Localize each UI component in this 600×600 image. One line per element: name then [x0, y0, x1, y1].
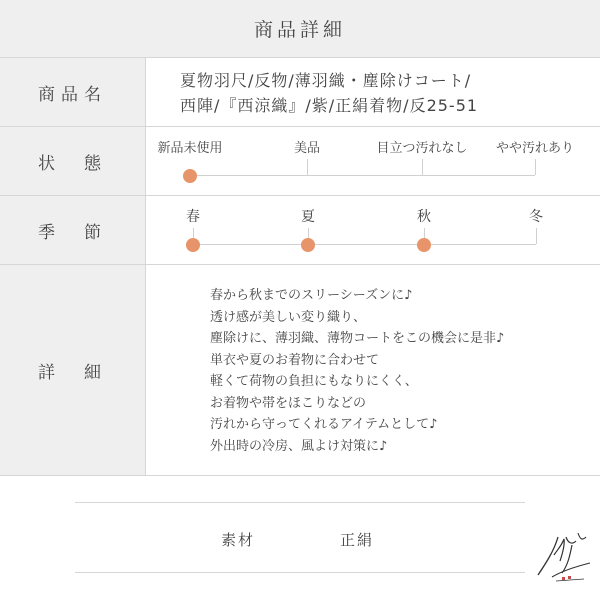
condition-option-new-unused: 新品未使用 — [157, 141, 223, 156]
product-name-label: 商品名 — [0, 58, 146, 127]
season-scale — [146, 196, 600, 265]
product-name-line-2: 西陣/『西涼織』/紫/正絹着物/反25-51 — [180, 96, 479, 115]
condition-row — [0, 126, 600, 196]
season-tick — [536, 228, 537, 244]
condition-tick — [307, 159, 308, 175]
season-row — [0, 195, 600, 265]
season-marker-autumn — [417, 238, 431, 252]
details-line: 塵除けに、薄羽織、薄物コートをこの機会に是非♪ — [210, 331, 505, 346]
details-text — [210, 285, 504, 457]
condition-label: 状 態 — [0, 127, 146, 196]
condition-scale-line — [190, 175, 535, 176]
season-label: 季 節 — [0, 196, 146, 265]
season-option-winter: 冬 — [529, 209, 543, 225]
season-option-spring: 春 — [186, 209, 200, 225]
material-value: 正絹 — [340, 531, 375, 549]
condition-selected-marker — [183, 169, 197, 183]
product-name-line-1: 夏物羽尺/反物/薄羽織・塵除けコート/ — [180, 71, 472, 90]
season-marker-summer — [301, 238, 315, 252]
page-title: 商品詳細 — [0, 0, 600, 57]
condition-option-no-stains: 目立つ汚れなし — [376, 141, 468, 156]
details-line: 外出時の冷房、風よけ対策に♪ — [210, 438, 388, 454]
material-bottom-divider — [75, 572, 525, 573]
condition-tick — [422, 159, 423, 175]
details-label: 詳 細 — [0, 265, 146, 475]
season-scale-line — [193, 244, 536, 245]
details-row — [0, 264, 600, 476]
brand-logo — [532, 515, 596, 587]
details-line: 汚れから守ってくれるアイテムとして♪ — [210, 417, 438, 432]
details-line: お着物や帯をほこりなどの — [210, 395, 367, 411]
details-line: 単衣や夏のお着物に合わせて — [210, 352, 380, 368]
season-marker-spring — [186, 238, 200, 252]
details-line: 軽くて荷物の負担にもなりにくく、 — [210, 374, 418, 389]
product-name-row — [0, 57, 600, 127]
condition-scale — [146, 127, 600, 196]
condition-option-slight-stains: やや汚れあり — [495, 141, 575, 156]
material-top-divider — [75, 502, 525, 503]
details-content — [146, 265, 600, 475]
season-option-summer: 夏 — [301, 209, 315, 225]
details-line: 春から秋までのスリーシーズンに♪ — [210, 288, 413, 303]
material-label: 素材 — [221, 531, 256, 549]
condition-tick — [535, 159, 536, 175]
season-option-autumn: 秋 — [417, 209, 431, 225]
condition-option-excellent: 美品 — [293, 141, 321, 156]
details-line: 透け感が美しい変り織り、 — [210, 309, 367, 325]
product-name-content — [146, 58, 600, 127]
